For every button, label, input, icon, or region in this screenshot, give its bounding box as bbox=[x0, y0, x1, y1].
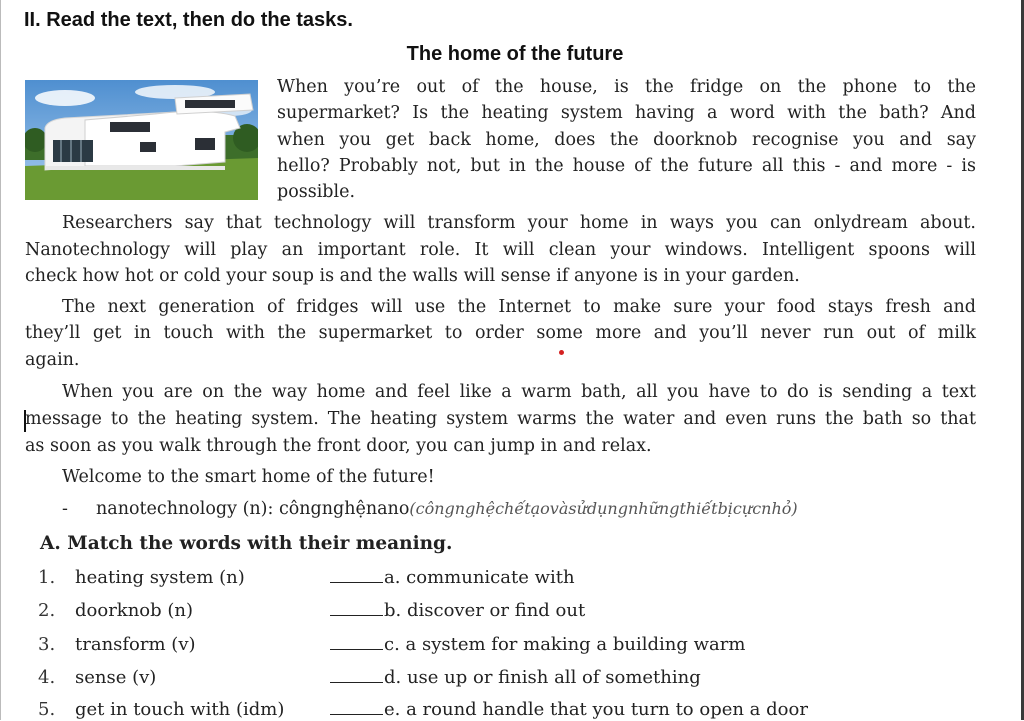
intro-line: hello? Probably not, but in the house of the future all this - and more - is bbox=[277, 156, 976, 176]
match-row bbox=[0, 699, 1000, 721]
paragraph-line: When you are on the way home and feel like a warm bath, all you have to do is sending a text bbox=[62, 382, 976, 402]
answer-blank[interactable] bbox=[330, 582, 383, 583]
item-number: 2. bbox=[38, 600, 56, 621]
paragraph-line: check how hot or cold your soup is and the walls will sense if anyone is in your garden. bbox=[25, 266, 800, 286]
intro-line: supermarket? Is the heating system having a word with the bath? And bbox=[277, 103, 976, 123]
answer-blank[interactable] bbox=[330, 615, 383, 616]
item-term: heating system (n) bbox=[75, 567, 245, 588]
paragraph-line: again. bbox=[25, 350, 80, 370]
item-meaning: b. discover or find out bbox=[384, 600, 586, 621]
paragraph-line: Researchers say that technology will transform your home in ways you can onlydream about. bbox=[62, 213, 976, 233]
answer-blank[interactable] bbox=[330, 649, 383, 650]
answer-blank[interactable] bbox=[330, 682, 383, 683]
section-heading: II. Read the text, then do the tasks. bbox=[24, 9, 353, 31]
annotation-dot bbox=[559, 350, 564, 355]
intro-line: possible. bbox=[277, 182, 356, 202]
paragraph-line: The next generation of fridges will use the Internet to make sure your food stays fresh and bbox=[62, 297, 976, 317]
future-house-photo bbox=[25, 80, 258, 200]
item-term: sense (v) bbox=[75, 667, 157, 688]
match-row bbox=[0, 567, 1000, 589]
item-term: get in touch with (idm) bbox=[75, 699, 285, 720]
glossary-dash: - bbox=[62, 499, 68, 519]
glossary-note bbox=[62, 499, 798, 519]
paragraph-line: message to the heating system. The heating system warms the water and even runs the bath so that bbox=[25, 409, 976, 429]
glossary-term: nanotechnology (n): côngnghệnano bbox=[96, 499, 410, 519]
item-term: transform (v) bbox=[75, 634, 196, 655]
match-row bbox=[0, 634, 1000, 656]
item-number: 3. bbox=[38, 634, 56, 655]
item-number: 5. bbox=[38, 699, 56, 720]
item-term: doorknob (n) bbox=[75, 600, 194, 621]
item-meaning: e. a round handle that you turn to open a door bbox=[384, 699, 808, 720]
intro-line: When you’re out of the house, is the fridge on the phone to the bbox=[277, 77, 976, 97]
match-row bbox=[0, 600, 1000, 622]
item-number: 4. bbox=[38, 667, 56, 688]
item-meaning: a. communicate with bbox=[384, 567, 575, 588]
answer-blank[interactable] bbox=[330, 714, 383, 715]
task-a-heading: A. Match the words with their meaning. bbox=[40, 533, 453, 554]
glossary-explanation: (côngnghệchếtạovàsửdụngnhữngthiếtbịcựcnhỏ) bbox=[409, 499, 798, 518]
paragraph-line: Nanotechnology will play an important role. It will clean your windows. Intelligent spoons will bbox=[25, 240, 976, 260]
closing-line: Welcome to the smart home of the future! bbox=[62, 467, 435, 487]
item-meaning: d. use up or finish all of something bbox=[384, 667, 701, 688]
item-number: 1. bbox=[38, 567, 56, 588]
intro-line: when you get back home, does the doorknob recognise you and say bbox=[277, 130, 976, 150]
paragraph-line: they’ll get in touch with the supermarket to order some more and you’ll never run out of milk bbox=[25, 323, 976, 343]
item-meaning: c. a system for making a building warm bbox=[384, 634, 746, 655]
house-illustration bbox=[25, 80, 258, 200]
match-row bbox=[0, 667, 1000, 689]
passage-title: The home of the future bbox=[406, 43, 624, 65]
paragraph-line: as soon as you walk through the front door, you can jump in and relax. bbox=[25, 436, 652, 456]
